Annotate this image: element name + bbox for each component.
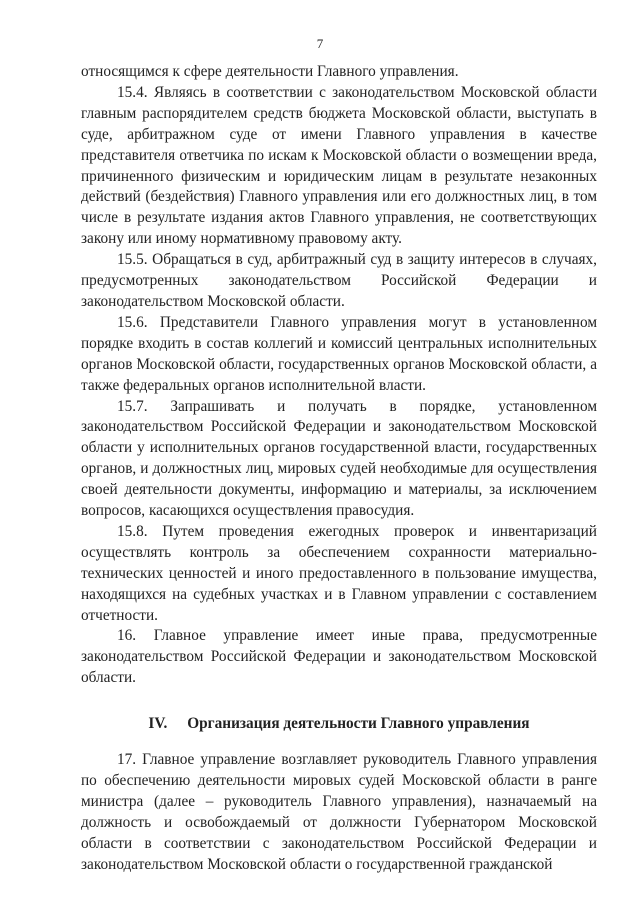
paragraph-15-8: 15.8. Путем проведения ежегодных проверок и инвентаризаций осуществлять контроль за обеспечением сохранности материально-технических ценностей и иного предоставленного в пользование имущества, находящихся на судебных участках и в Главном управлении с составлением отчетности. — [81, 522, 597, 624]
section-number: IV. — [148, 715, 168, 733]
paragraph-16: 16. Главное управление имеет иные права, предусмотренные законодательством Российской Федерации и законодательством Московской области. — [81, 627, 597, 687]
document-body — [81, 62, 597, 876]
page-number: 7 — [316, 36, 324, 51]
paragraph-15-4: 15.4. Являясь в соответствии с законодательством Московской области главным распорядителем средств бюджета Московской области, выступать в суде, арбитражном суде от имени Главного управления в качестве представителя ответчика по искам к Московской области о возмещении вреда, причиненного физическим и юридическим лицам в результате незаконных действий (бездействия) Главного управления или его должностных лиц, в том числе в результате издания актов Главного управления, не соответствующих закону или иному нормативному правовому акту. — [81, 83, 597, 248]
paragraph-continuation: относящимся к сфере деятельности Главного управления. — [81, 63, 459, 80]
paragraph-17: 17. Главное управление возглавляет руководитель Главного управления по обеспечению деятельности мировых судей Московской области в ранге министра (далее – руководитель Главного управления), назначаемый на должность и освобождаемый от должности Губернатором Московской области в соответствии с законодательством Российской Федерации и законодательством Московской области о государственной гражданской — [81, 751, 597, 873]
paragraph-15-6: 15.6. Представители Главного управления могут в установленном порядке входить в состав коллегий и комиссий центральных исполнительных органов Московской области, государственных органов Московской области, а также федеральных органов исполнительной власти. — [81, 313, 597, 394]
section-heading — [81, 714, 597, 735]
paragraph-15-5: 15.5. Обращаться в суд, арбитражный суд в защиту интересов в случаях, предусмотренных законодательством Российской Федерации и законодательством Московской области. — [81, 251, 597, 310]
paragraph-15-7: 15.7. Запрашивать и получать в порядке, установленном законодательством Российской Федерации и законодательством Московской области у исполнительных органов государственной власти, государственных органов, и должностных лиц, мировых судей необходимые для осуществления своей деятельности документы, информацию и материалы, за исключением вопросов, касающихся осуществления правосудия. — [81, 397, 597, 520]
section-title: Организация деятельности Главного управления — [187, 715, 530, 733]
